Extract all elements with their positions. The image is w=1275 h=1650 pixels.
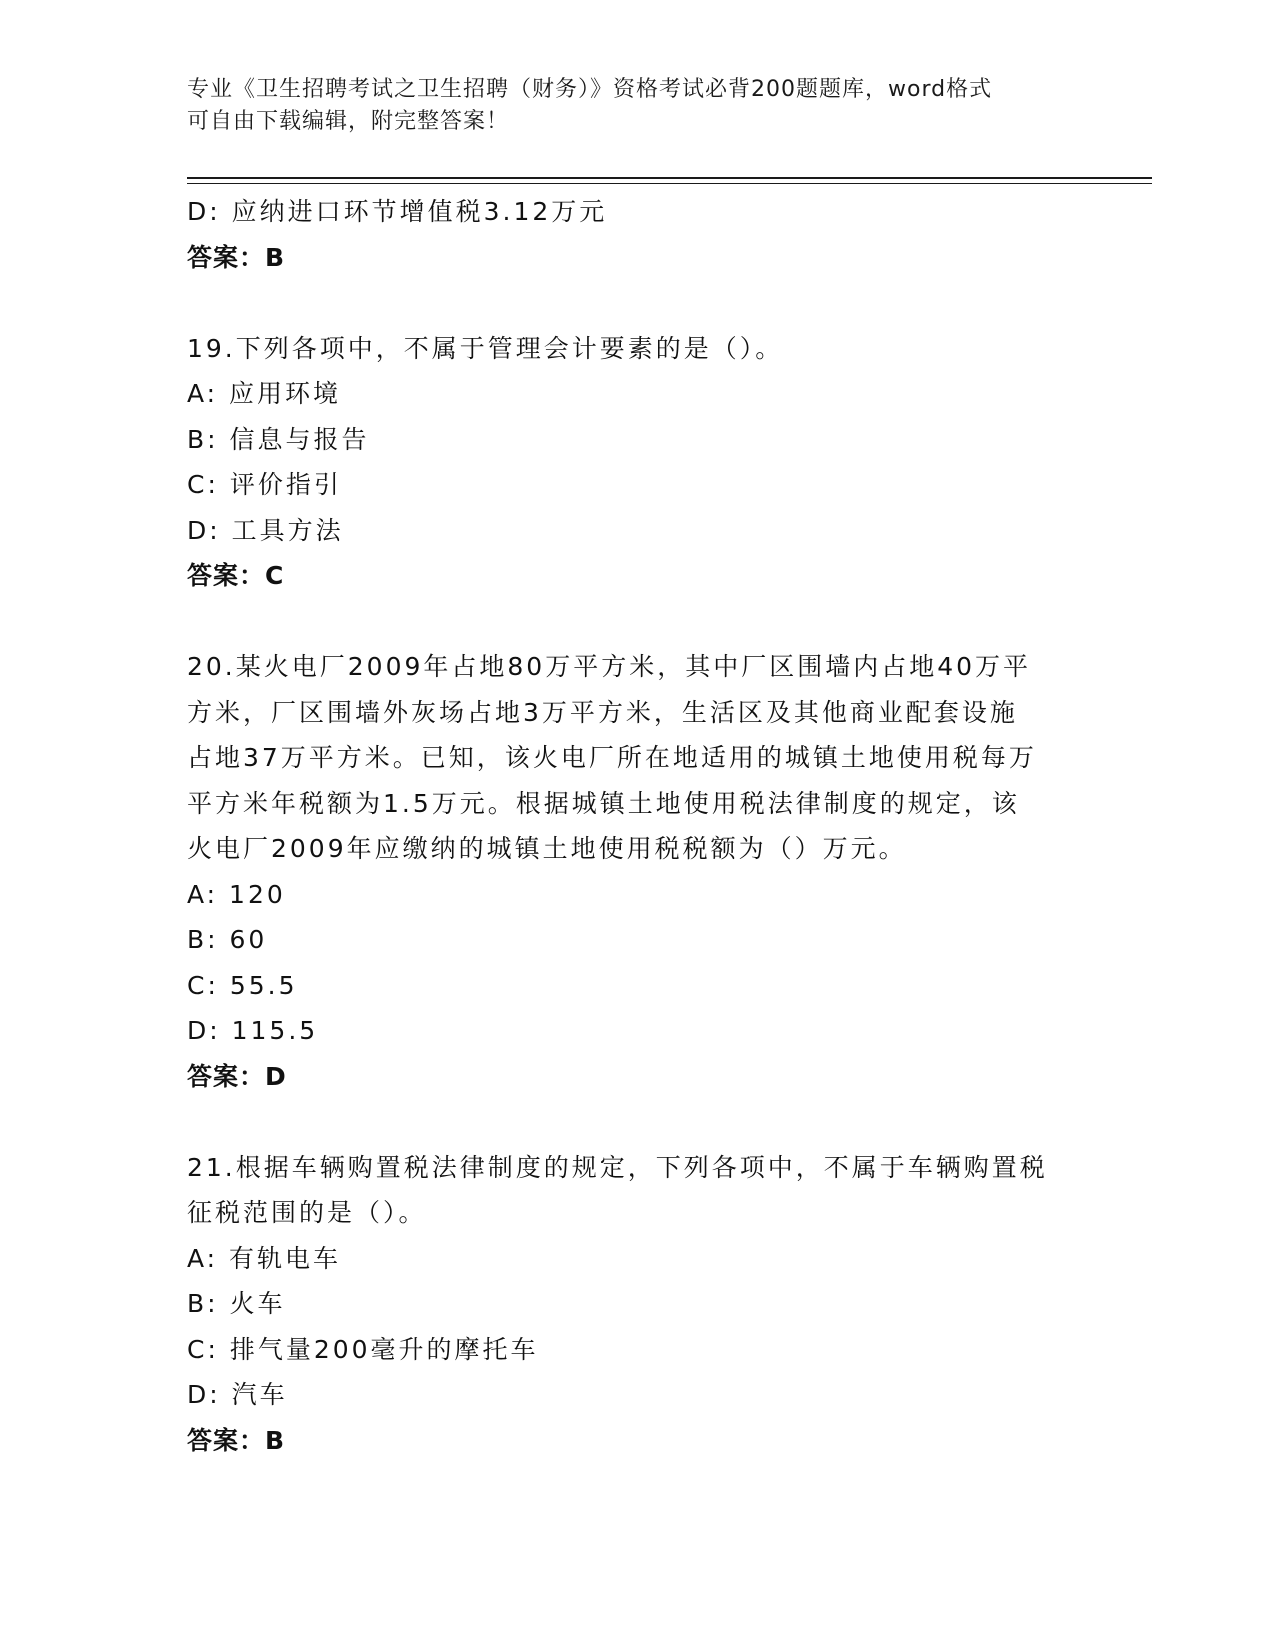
header-line-2: 可自由下载编辑，附完整答案！ xyxy=(187,109,510,134)
prev-answer: 答案：B xyxy=(187,242,286,272)
option-c: C: 排气量200毫升的摩托车 xyxy=(187,1334,539,1364)
header-rule-thick xyxy=(187,177,1152,179)
option-c: C: 评价指引 xyxy=(187,470,342,499)
option-a: A: 应用环境 xyxy=(187,379,342,408)
answer: 答案：D xyxy=(187,1061,287,1091)
question-19 xyxy=(187,326,1067,599)
header-rule-thin xyxy=(187,183,1152,184)
option-b: B: 60 xyxy=(187,925,268,954)
question-content xyxy=(187,189,1067,1463)
option-b: B: 信息与报告 xyxy=(187,424,370,454)
option-c: C: 55.5 xyxy=(187,970,298,1000)
prev-option-d: D: 应纳进口环节增值税3.12万元 xyxy=(187,197,608,226)
option-d: D: 汽车 xyxy=(187,1380,288,1409)
option-a: A: 120 xyxy=(187,879,286,909)
option-d: D: 115.5 xyxy=(187,1016,319,1045)
question-stem: 20.某火电厂2009年占地80万平方米，其中厂区围墙内占地40万平 方米，厂区围墙外灰场占地3万平方米，生活区及其他商业配套设施 占地37万平方米。已知，该火电厂所在地适用的城镇土地使用税每万 平方米年税额为1.5万元。根据城镇土地使用税法律制度的规定，该 火电厂2009年应缴纳的城镇土地使用税税额为（）万元。 xyxy=(187,652,1037,863)
header-line-1: 专业《卫生招聘考试之卫生招聘（财务）》资格考试必背200题题库，word格式 xyxy=(187,77,993,102)
answer: 答案：B xyxy=(187,1425,286,1455)
document-header xyxy=(187,74,1067,138)
option-d: D: 工具方法 xyxy=(187,515,344,545)
question-stem: 21.根据车辆购置税法律制度的规定，下列各项中，不属于车辆购置税 征税范围的是（）。 xyxy=(187,1152,1048,1227)
question-stem: 19.下列各项中，不属于管理会计要素的是（）。 xyxy=(187,333,784,363)
option-a: A: 有轨电车 xyxy=(187,1243,342,1273)
answer: 答案：C xyxy=(187,561,285,590)
question-20 xyxy=(187,644,1067,1099)
question-21 xyxy=(187,1145,1067,1464)
option-b: B: 火车 xyxy=(187,1289,286,1318)
